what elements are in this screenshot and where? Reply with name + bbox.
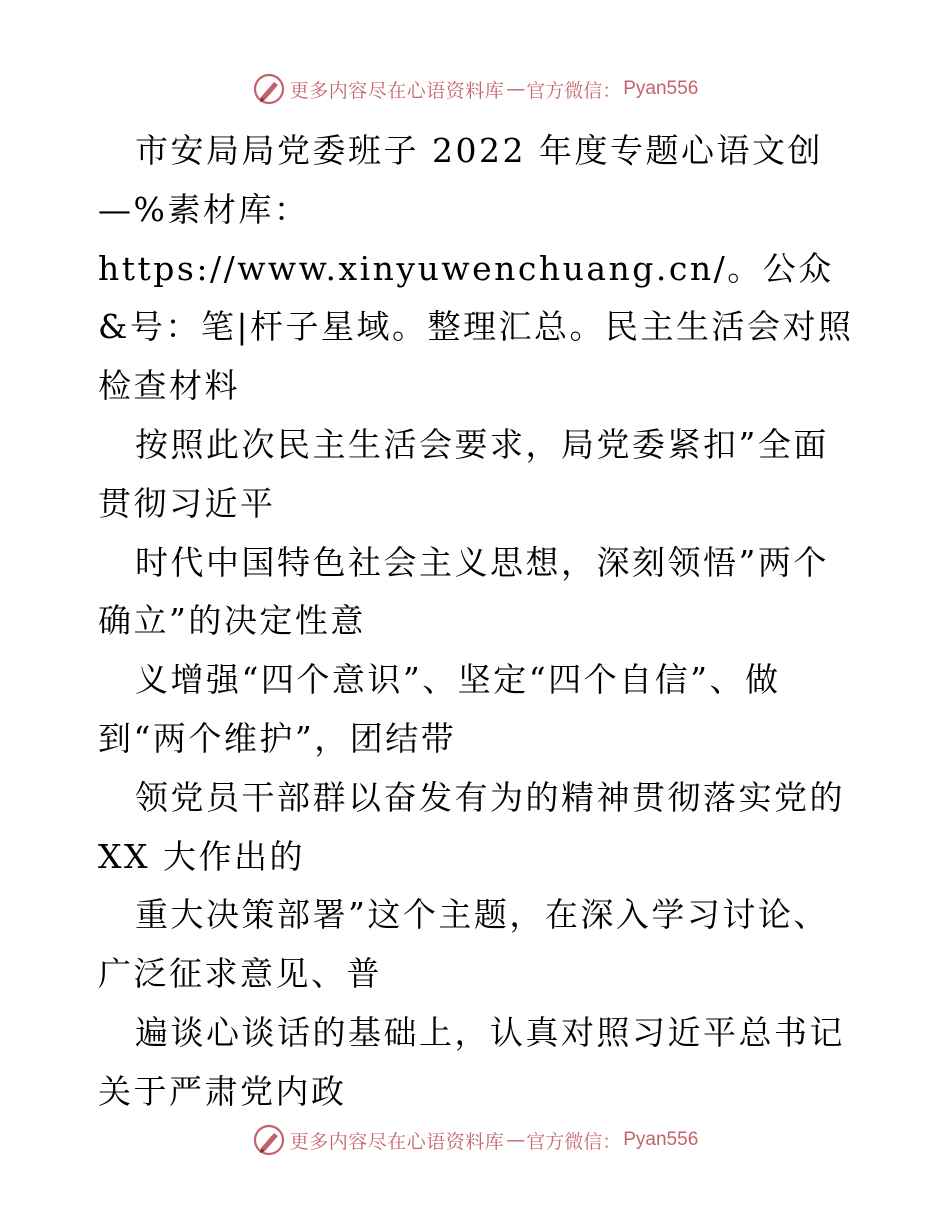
paragraph: 领党员干部群以奋发有为的精神贯彻落实党的 XX 大作出的: [98, 777, 845, 876]
paragraph: 时代中国特色社会主义思想，深刻领悟”两个确立”的决定性意: [98, 542, 829, 641]
watermark-text: 更多内容尽在心语资料库: [289, 1130, 505, 1153]
header-watermark: [0, 72, 950, 106]
watermark-text: 更多内容尽在心语资料库: [289, 79, 505, 102]
pen-logo-icon: [252, 72, 286, 106]
watermark-separator: —: [506, 1129, 525, 1151]
paragraph: 市安局局党委班子 2022 年度专题心语文创—%素材库：https://www.xinyuwenchuang.cn/。公众&号：笔|杆子星域。整理汇总。民主生活会对照检查材料: [98, 131, 854, 406]
paragraph: 义增强“四个意识”、坚定“四个自信”、做到“两个维护”，团结带: [98, 660, 781, 758]
watermark-wechat-label: 官方微信：: [526, 1130, 622, 1153]
watermark-separator: —: [506, 78, 525, 100]
watermark-wechat-id: Pyan556: [623, 1129, 699, 1150]
paragraph: 按照此次民主生活会要求，局党委紧扣”全面贯彻习近平: [98, 424, 829, 523]
paragraph: 遍谈心谈话的基础上，认真对照习近平总书记关于严肃党内政: [98, 1012, 845, 1111]
watermark-wechat-id: Pyan556: [623, 78, 699, 99]
pen-logo-icon: [252, 1123, 286, 1157]
document-body: [98, 122, 858, 1122]
footer-watermark: [0, 1123, 950, 1157]
paragraph: 重大决策部署”这个主题，在深入学习讨论、广泛征求意见、普: [98, 895, 829, 994]
watermark-wechat-label: 官方微信：: [526, 79, 622, 102]
